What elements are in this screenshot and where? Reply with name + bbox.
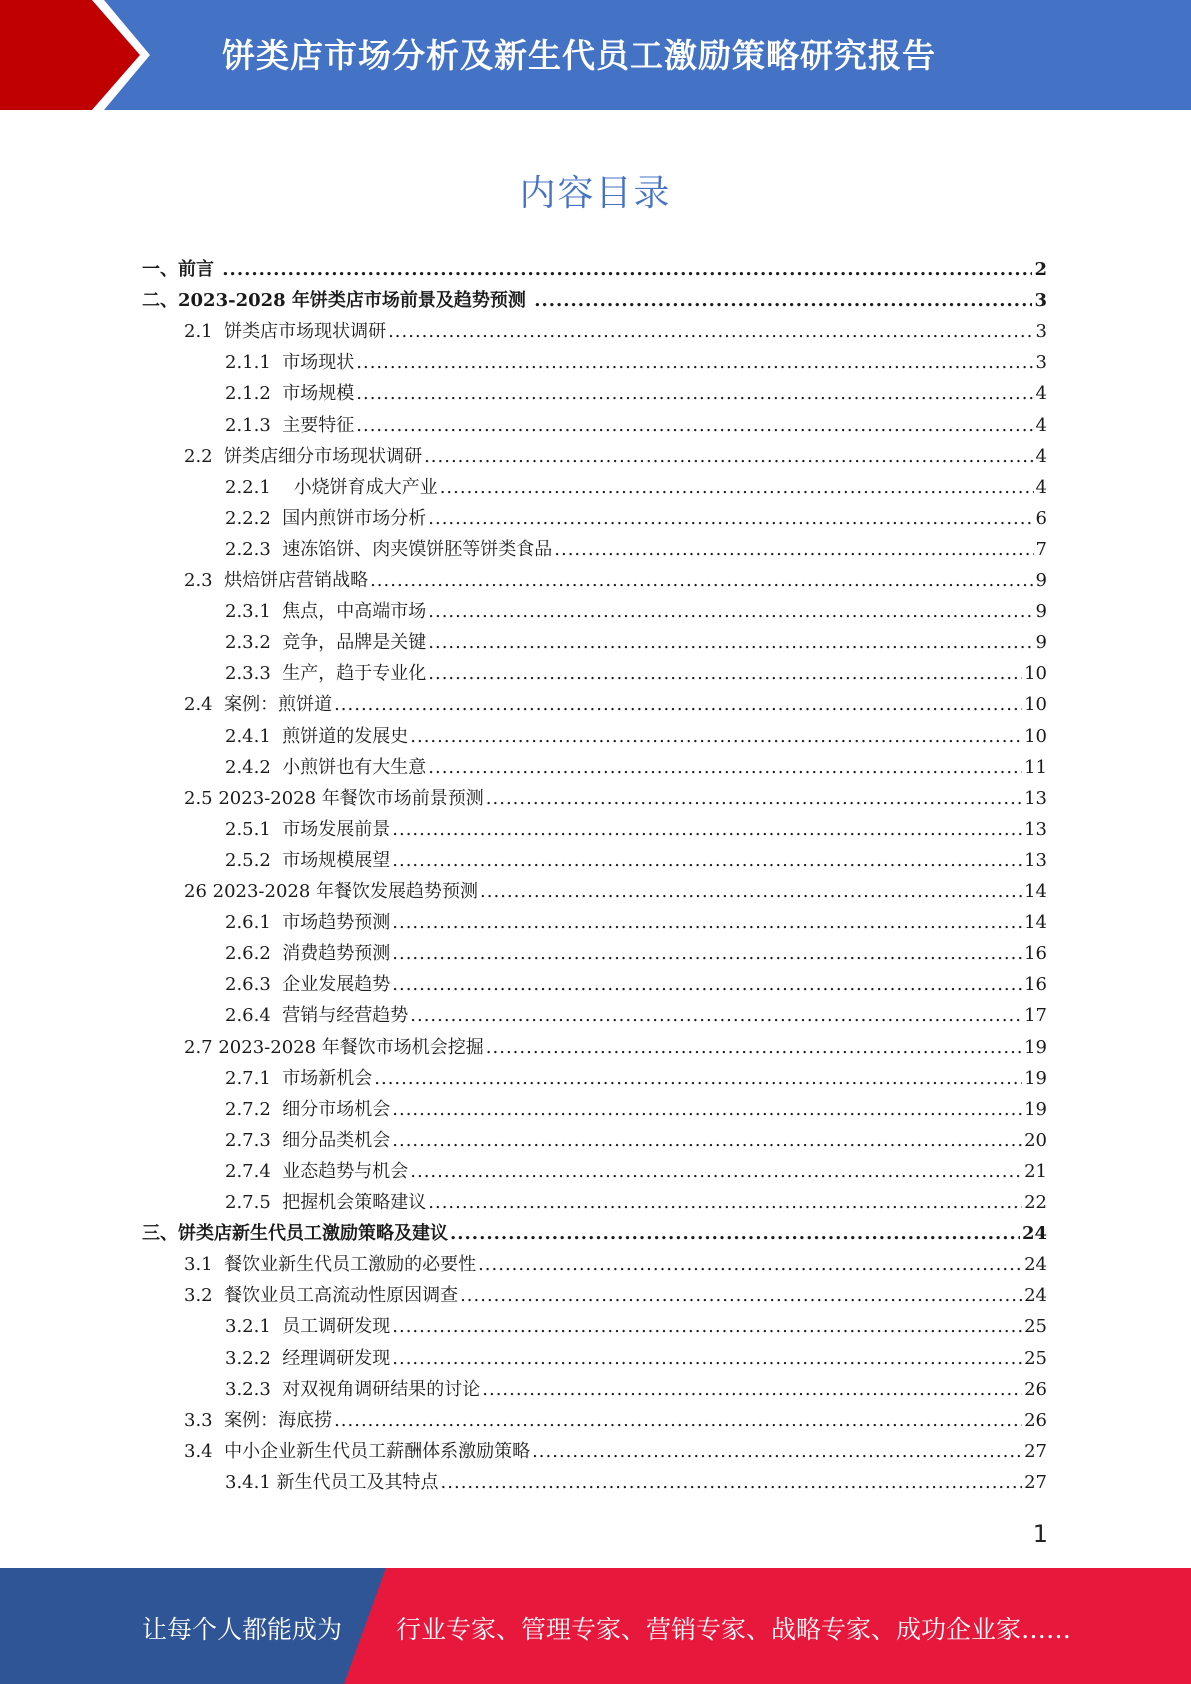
toc-entry-label: 2.3.1 焦点，中高端市场 (225, 601, 427, 623)
toc-dot-leader (356, 378, 1033, 409)
header-red-arrow (0, 0, 140, 110)
toc-entry[interactable] (225, 534, 1047, 565)
toc-entry-page: 26 (1024, 1409, 1047, 1431)
toc-dot-leader (428, 627, 1033, 658)
toc-entry-page: 21 (1024, 1160, 1047, 1182)
toc-entry[interactable] (184, 441, 1047, 472)
toc-entry[interactable] (225, 814, 1047, 845)
toc-entry-page: 4 (1035, 445, 1047, 467)
toc-entry[interactable] (142, 1218, 1047, 1249)
toc-entry-page: 11 (1024, 756, 1047, 778)
toc-dot-leader (410, 721, 1022, 752)
toc-entry-label: 2.3.2 竞争，品牌是关键 (225, 632, 427, 654)
toc-dot-leader (392, 1343, 1022, 1374)
toc-entry-page: 7 (1035, 538, 1047, 560)
toc-dot-leader (554, 534, 1033, 565)
toc-entry-page: 4 (1035, 383, 1047, 405)
toc-entry-page: 24 (1024, 1254, 1047, 1276)
toc-entry[interactable] (225, 658, 1047, 689)
toc-entry-label: 2.2.1 小烧饼育成大产业 (225, 476, 438, 498)
toc-entry-label: 2.2 饼类店细分市场现状调研 (184, 445, 423, 467)
toc-entry-page: 24 (1024, 1285, 1047, 1307)
toc-entry-page: 25 (1024, 1316, 1047, 1338)
toc-entry[interactable] (225, 1187, 1047, 1218)
toc-entry[interactable] (225, 347, 1047, 378)
toc-entry[interactable] (225, 410, 1047, 441)
toc-entry-label: 2.7.1 市场新机会 (225, 1067, 373, 1089)
toc-entry-label: 3.4.1 新生代员工及其特点 (225, 1471, 439, 1493)
footer-slogan-right: 行业专家、管理专家、营销专家、战略专家、成功企业家…… (396, 1615, 1072, 1644)
toc-dot-leader (392, 814, 1022, 845)
toc-entry-label: 2.1.2 市场规模 (225, 383, 355, 405)
toc-dot-leader (356, 347, 1033, 378)
toc-entry[interactable] (225, 472, 1047, 503)
toc-entry[interactable] (225, 1094, 1047, 1125)
toc-entry-page: 4 (1035, 414, 1047, 436)
toc-entry[interactable] (225, 1125, 1047, 1156)
toc-dot-leader (392, 845, 1022, 876)
toc-dot-leader (392, 907, 1022, 938)
toc-dot-leader (532, 1436, 1022, 1467)
toc-entry[interactable] (142, 254, 1047, 285)
toc-entry-page: 3 (1035, 352, 1047, 374)
toc-dot-leader (482, 1374, 1022, 1405)
toc-entry-label: 2.7.5 把握机会策略建议 (225, 1192, 427, 1213)
toc-dot-leader (428, 1187, 1022, 1218)
toc-entry-label: 2.5 2023-2028 年餐饮市场前景预测 (184, 787, 484, 809)
toc-entry-page: 2 (1034, 259, 1047, 280)
toc-entry-label: 2.6.4 营销与经营趋势 (225, 1005, 409, 1027)
toc-entry-page: 16 (1024, 943, 1047, 965)
toc-dot-leader (486, 783, 1022, 814)
toc-entry-label: 一、前言 (142, 259, 221, 280)
toc-entry-page: 10 (1024, 663, 1047, 685)
toc-entry-page: 22 (1024, 1192, 1047, 1213)
toc-entry-page: 19 (1024, 1067, 1047, 1089)
footer-band (0, 1568, 1191, 1684)
toc-entry-page: 27 (1024, 1440, 1047, 1462)
toc-dot-leader (460, 1280, 1022, 1311)
footer-slogan-left: 让每个人都能成为 (142, 1615, 343, 1644)
toc-dot-leader (392, 1311, 1022, 1342)
toc-entry[interactable] (184, 689, 1047, 720)
toc-entry-page: 16 (1024, 974, 1047, 996)
toc-entry-page: 4 (1035, 476, 1047, 498)
toc-entry-label: 2.6.2 消费趋势预测 (225, 943, 391, 965)
toc-entry[interactable] (184, 1032, 1047, 1063)
toc-dot-leader (486, 1032, 1022, 1063)
toc-entry-page: 17 (1024, 1005, 1047, 1027)
toc-entry[interactable] (184, 1436, 1047, 1467)
toc-entry-label: 3.4 中小企业新生代员工薪酬体系激励策略 (184, 1440, 531, 1462)
toc-dot-leader (370, 565, 1033, 596)
toc-dot-leader (428, 596, 1033, 627)
toc-dot-leader (392, 1125, 1022, 1156)
toc-entry-label: 2.7.3 细分品类机会 (225, 1129, 391, 1151)
toc-entry-label: 26 2023-2028 年餐饮发展趋势预测 (184, 881, 479, 902)
toc-dot-leader (478, 1249, 1022, 1280)
toc-entry[interactable] (225, 845, 1047, 876)
toc-entry-page: 3 (1034, 290, 1047, 312)
toc-dot-leader (334, 1405, 1022, 1436)
header-band (0, 0, 1191, 110)
toc-entry-page: 10 (1024, 694, 1047, 716)
toc-dot-leader (222, 254, 1032, 285)
toc-entry[interactable] (225, 721, 1047, 752)
toc-entry[interactable] (184, 1249, 1047, 1280)
toc-entry[interactable] (225, 1467, 1047, 1498)
toc-entry[interactable] (184, 876, 1047, 907)
toc-entry-label: 2.6.1 市场趋势预测 (225, 912, 391, 934)
toc-dot-leader (334, 689, 1022, 720)
toc-entry-page: 14 (1024, 912, 1047, 934)
report-title: 饼类店市场分析及新生代员工激励策略研究报告 (222, 36, 936, 75)
toc-heading: 内容目录 (519, 173, 672, 214)
toc-entry[interactable] (225, 1374, 1047, 1405)
toc-entry-label: 2.1.1 市场现状 (225, 352, 355, 374)
toc-entry[interactable] (225, 1063, 1047, 1094)
toc-dot-leader (428, 752, 1022, 783)
toc-dot-leader (356, 410, 1033, 441)
toc-entry-page: 9 (1035, 601, 1047, 623)
toc-entry-page: 6 (1035, 507, 1047, 529)
toc-entry-page: 13 (1024, 787, 1047, 809)
toc-dot-leader (410, 1000, 1022, 1031)
toc-entry-label: 2.5.1 市场发展前景 (225, 818, 391, 840)
toc-entry-page: 20 (1024, 1129, 1047, 1151)
toc-entry-label: 2.5.2 市场规模展望 (225, 849, 391, 871)
toc-entry[interactable] (225, 627, 1047, 658)
toc-dot-leader (441, 1467, 1023, 1498)
toc-entry-label: 2.6.3 企业发展趋势 (225, 974, 391, 996)
toc-entry-label: 2.2.2 国内煎饼市场分析 (225, 507, 427, 529)
toc-entry[interactable] (225, 596, 1047, 627)
toc-dot-leader (424, 441, 1033, 472)
toc-entry-label: 3.2.1 员工调研发现 (225, 1316, 391, 1338)
toc-entry[interactable] (184, 783, 1047, 814)
toc-entry-label: 2.1 饼类店市场现状调研 (184, 321, 387, 343)
toc-entry-label: 3.2.3 对双视角调研结果的讨论 (225, 1378, 481, 1400)
toc-dot-leader (388, 316, 1033, 347)
toc-entry-page: 26 (1024, 1378, 1047, 1400)
toc-entry-page: 9 (1035, 632, 1047, 654)
toc-entry[interactable] (225, 1343, 1047, 1374)
toc-entry-label: 2.4.1 煎饼道的发展史 (225, 725, 409, 747)
toc-entry-label: 2.3.3 生产，趋于专业化 (225, 663, 427, 685)
toc-entry-page: 9 (1035, 570, 1047, 591)
toc-entry-label: 2.7.4 业态趋势与机会 (225, 1160, 409, 1182)
toc-dot-leader (428, 503, 1033, 534)
toc-entry[interactable] (142, 285, 1047, 316)
toc-entry-page: 24 (1021, 1223, 1047, 1245)
toc-entry-page: 19 (1024, 1098, 1047, 1120)
toc-dot-leader (440, 472, 1034, 503)
toc-entry-label: 2.7 2023-2028 年餐饮市场机会挖掘 (184, 1036, 484, 1058)
toc-entry-page: 19 (1024, 1036, 1047, 1058)
toc-entry[interactable] (184, 316, 1047, 347)
page-number: 1 (1032, 1520, 1048, 1548)
toc-entry-page: 13 (1024, 818, 1047, 840)
toc-dot-leader (428, 658, 1022, 689)
toc-entry[interactable] (225, 378, 1047, 409)
toc-entry[interactable] (184, 565, 1047, 596)
toc-dot-leader (410, 1156, 1022, 1187)
toc-dot-leader (450, 1218, 1020, 1249)
toc-dot-leader (392, 969, 1022, 1000)
toc-entry-label: 2.4.2 小煎饼也有大生意 (225, 756, 427, 778)
toc-entry-label: 三、饼类店新生代员工激励策略及建议 (142, 1223, 448, 1245)
toc-entry-label: 3.3 案例：海底捞 (184, 1409, 333, 1431)
toc-dot-leader (392, 938, 1022, 969)
toc-entry-label: 2.7.2 细分市场机会 (225, 1098, 391, 1120)
toc-entry[interactable] (225, 752, 1047, 783)
toc-dot-leader (480, 876, 1022, 907)
toc-entry[interactable] (184, 1405, 1047, 1436)
toc-entry-label: 2.3 烘焙饼店营销战略 (184, 570, 369, 591)
toc-entry-label: 二、2023-2028 年饼类店市场前景及趋势预测 (142, 290, 533, 312)
toc-entry-page: 25 (1024, 1347, 1047, 1369)
toc-entry-page: 13 (1024, 849, 1047, 871)
toc-dot-leader (534, 285, 1032, 316)
toc-entry-label: 3.1 餐饮业新生代员工激励的必要性 (184, 1254, 477, 1276)
toc-entry[interactable] (225, 1311, 1047, 1342)
toc-entry-label: 3.2 餐饮业员工高流动性原因调查 (184, 1285, 459, 1307)
toc-entry-label: 2.2.3 速冻馅饼、肉夹馍饼胚等饼类食品 (225, 538, 553, 560)
toc-entry[interactable] (225, 969, 1047, 1000)
toc-entry-label: 2.4 案例：煎饼道 (184, 694, 333, 716)
toc-entry[interactable] (225, 907, 1047, 938)
toc-entry-page: 14 (1024, 881, 1047, 902)
toc-entry-label: 2.1.3 主要特征 (225, 414, 355, 436)
toc-dot-leader (374, 1063, 1022, 1094)
toc-entry-page: 3 (1035, 321, 1047, 343)
toc-entry[interactable] (225, 503, 1047, 534)
toc-entry-page: 27 (1024, 1471, 1047, 1493)
toc-entry[interactable] (225, 938, 1047, 969)
toc-entry-label: 3.2.2 经理调研发现 (225, 1347, 391, 1369)
toc-entry[interactable] (225, 1156, 1047, 1187)
toc-entry[interactable] (184, 1280, 1047, 1311)
toc-dot-leader (392, 1094, 1022, 1125)
toc-entry-page: 10 (1024, 725, 1047, 747)
toc-entry[interactable] (225, 1000, 1047, 1031)
